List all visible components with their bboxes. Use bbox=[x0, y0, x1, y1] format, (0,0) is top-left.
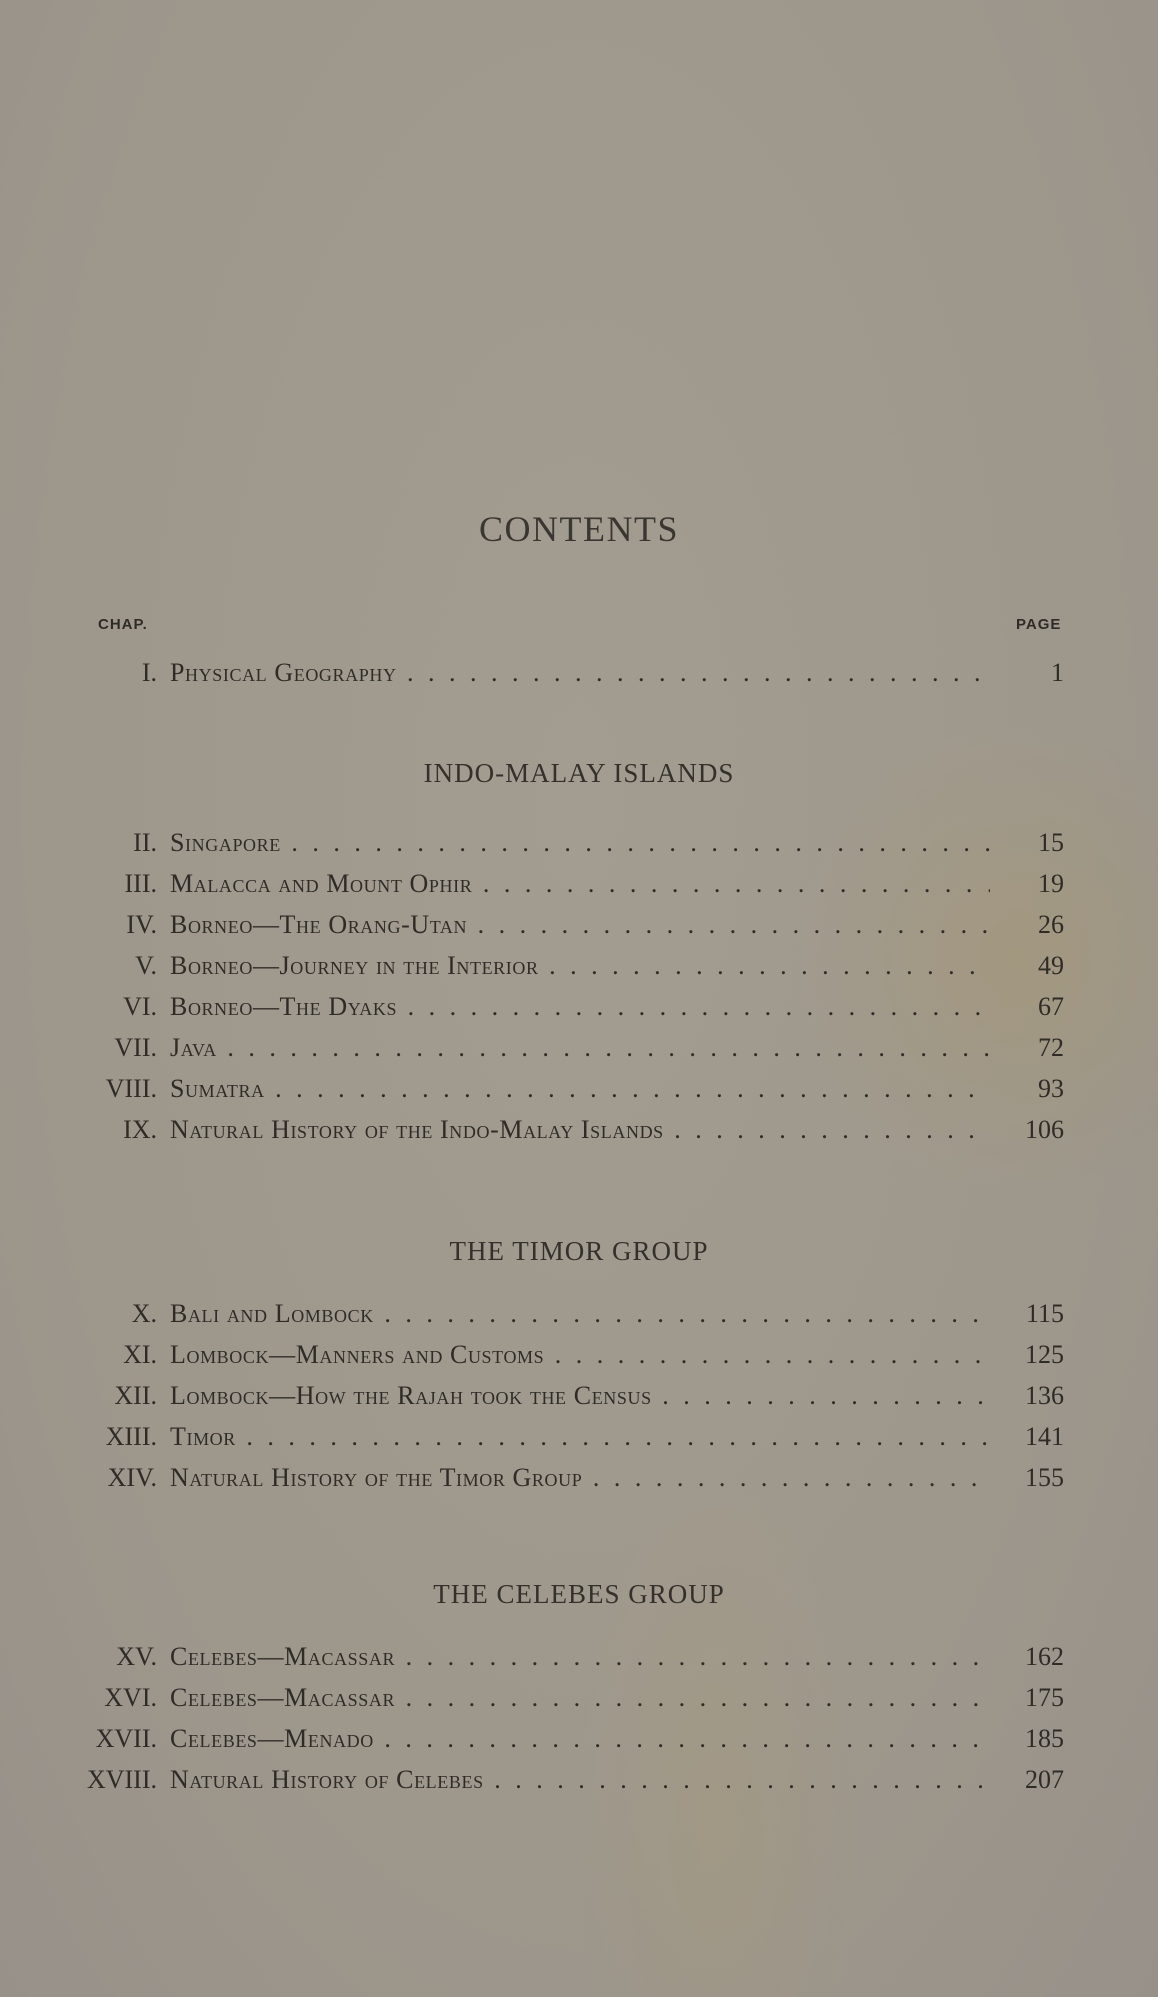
chapter-number: XIII. bbox=[105, 1422, 157, 1451]
toc-entry bbox=[0, 949, 1158, 983]
toc-entry bbox=[0, 1072, 1158, 1106]
chapter-title: Malacca and Mount Ophir . . . bbox=[170, 867, 990, 901]
chapter-number: XVI. bbox=[104, 1683, 157, 1712]
toc-entry bbox=[0, 656, 1158, 690]
chapter-number: XII. bbox=[114, 1381, 157, 1410]
chapter-title: Physical Geography . . . bbox=[170, 656, 990, 690]
page-column-header: PAGE bbox=[1016, 616, 1062, 633]
chapter-title: Bali and Lombock . . . bbox=[170, 1297, 990, 1331]
toc-entry bbox=[0, 908, 1158, 942]
chapter-number: X. bbox=[131, 1299, 157, 1328]
page-number: 155 bbox=[1025, 1463, 1064, 1492]
toc-entry bbox=[0, 867, 1158, 901]
toc-entry bbox=[0, 1763, 1158, 1797]
chapter-number: II. bbox=[133, 828, 157, 857]
section-heading: THE TIMOR GROUP bbox=[449, 1236, 709, 1266]
section-heading: INDO-MALAY ISLANDS bbox=[423, 758, 735, 788]
chapter-title: Lombock—How the Rajah took the Census . . . bbox=[170, 1379, 990, 1413]
chapter-number: IX. bbox=[123, 1115, 157, 1144]
chapter-number: XVIII. bbox=[86, 1765, 157, 1794]
chapter-title: Natural History of the Timor Group . . . bbox=[170, 1461, 990, 1495]
chapter-title: Borneo—Journey in the Interior . . . bbox=[170, 949, 990, 983]
chapter-column-header: CHAP. bbox=[98, 616, 148, 633]
chapter-number: XV. bbox=[116, 1642, 157, 1671]
page-number: 162 bbox=[1025, 1642, 1064, 1671]
toc-entry bbox=[0, 990, 1158, 1024]
chapter-title: Timor . . . bbox=[170, 1420, 990, 1454]
page-number: 26 bbox=[1038, 910, 1064, 939]
toc-entry bbox=[0, 1722, 1158, 1756]
page-title: CONTENTS bbox=[479, 509, 679, 549]
chapter-number: IV. bbox=[126, 910, 157, 939]
chapter-number: XIV. bbox=[107, 1463, 157, 1492]
page-number: 106 bbox=[1025, 1115, 1064, 1144]
chapter-number: III. bbox=[124, 869, 157, 898]
chapter-title: Borneo—The Dyaks . . . bbox=[170, 990, 990, 1024]
page-number: 15 bbox=[1038, 828, 1064, 857]
page-number: 141 bbox=[1025, 1422, 1064, 1451]
chapter-number: VIII. bbox=[105, 1074, 157, 1103]
toc-entry bbox=[0, 1297, 1158, 1331]
page-number: 72 bbox=[1038, 1033, 1064, 1062]
page-number: 93 bbox=[1038, 1074, 1064, 1103]
page-number: 67 bbox=[1038, 992, 1064, 1021]
page-number: 19 bbox=[1038, 869, 1064, 898]
chapter-number: XI. bbox=[123, 1340, 157, 1369]
page-number: 136 bbox=[1025, 1381, 1064, 1410]
chapter-number: VII. bbox=[114, 1033, 157, 1062]
chapter-title: Celebes—Macassar . . . bbox=[170, 1640, 990, 1674]
chapter-title: Celebes—Menado . . . bbox=[170, 1722, 990, 1756]
chapter-number: V. bbox=[135, 951, 157, 980]
page-number: 207 bbox=[1025, 1765, 1064, 1794]
chapter-title: Sumatra . . . bbox=[170, 1072, 990, 1106]
toc-entry bbox=[0, 1031, 1158, 1065]
chapter-number: XVII. bbox=[95, 1724, 157, 1753]
toc-entry bbox=[0, 1338, 1158, 1372]
toc-entry bbox=[0, 1420, 1158, 1454]
toc-entry bbox=[0, 826, 1158, 860]
chapter-title: Borneo—The Orang-Utan . . . bbox=[170, 908, 990, 942]
chapter-title: Lombock—Manners and Customs . . . bbox=[170, 1338, 990, 1372]
page-number: 1 bbox=[1051, 658, 1064, 687]
chapter-title: Java . . . bbox=[170, 1031, 990, 1065]
page-number: 175 bbox=[1025, 1683, 1064, 1712]
chapter-number: VI. bbox=[123, 992, 157, 1021]
toc-entry bbox=[0, 1681, 1158, 1715]
page-number: 125 bbox=[1025, 1340, 1064, 1369]
toc-entry bbox=[0, 1461, 1158, 1495]
page-number: 185 bbox=[1025, 1724, 1064, 1753]
page-number: 115 bbox=[1025, 1299, 1064, 1328]
toc-entry bbox=[0, 1640, 1158, 1674]
chapter-number: I. bbox=[141, 658, 157, 687]
page-number: 49 bbox=[1038, 951, 1064, 980]
chapter-title: Natural History of Celebes . . . bbox=[170, 1763, 990, 1797]
chapter-title: Singapore . . . bbox=[170, 826, 990, 860]
section-heading: THE CELEBES GROUP bbox=[433, 1579, 725, 1609]
chapter-title: Natural History of the Indo-Malay Islands . . . bbox=[170, 1113, 990, 1147]
chapter-title: Celebes—Macassar . . . bbox=[170, 1681, 990, 1715]
toc-entry bbox=[0, 1379, 1158, 1413]
toc-entry bbox=[0, 1113, 1158, 1147]
